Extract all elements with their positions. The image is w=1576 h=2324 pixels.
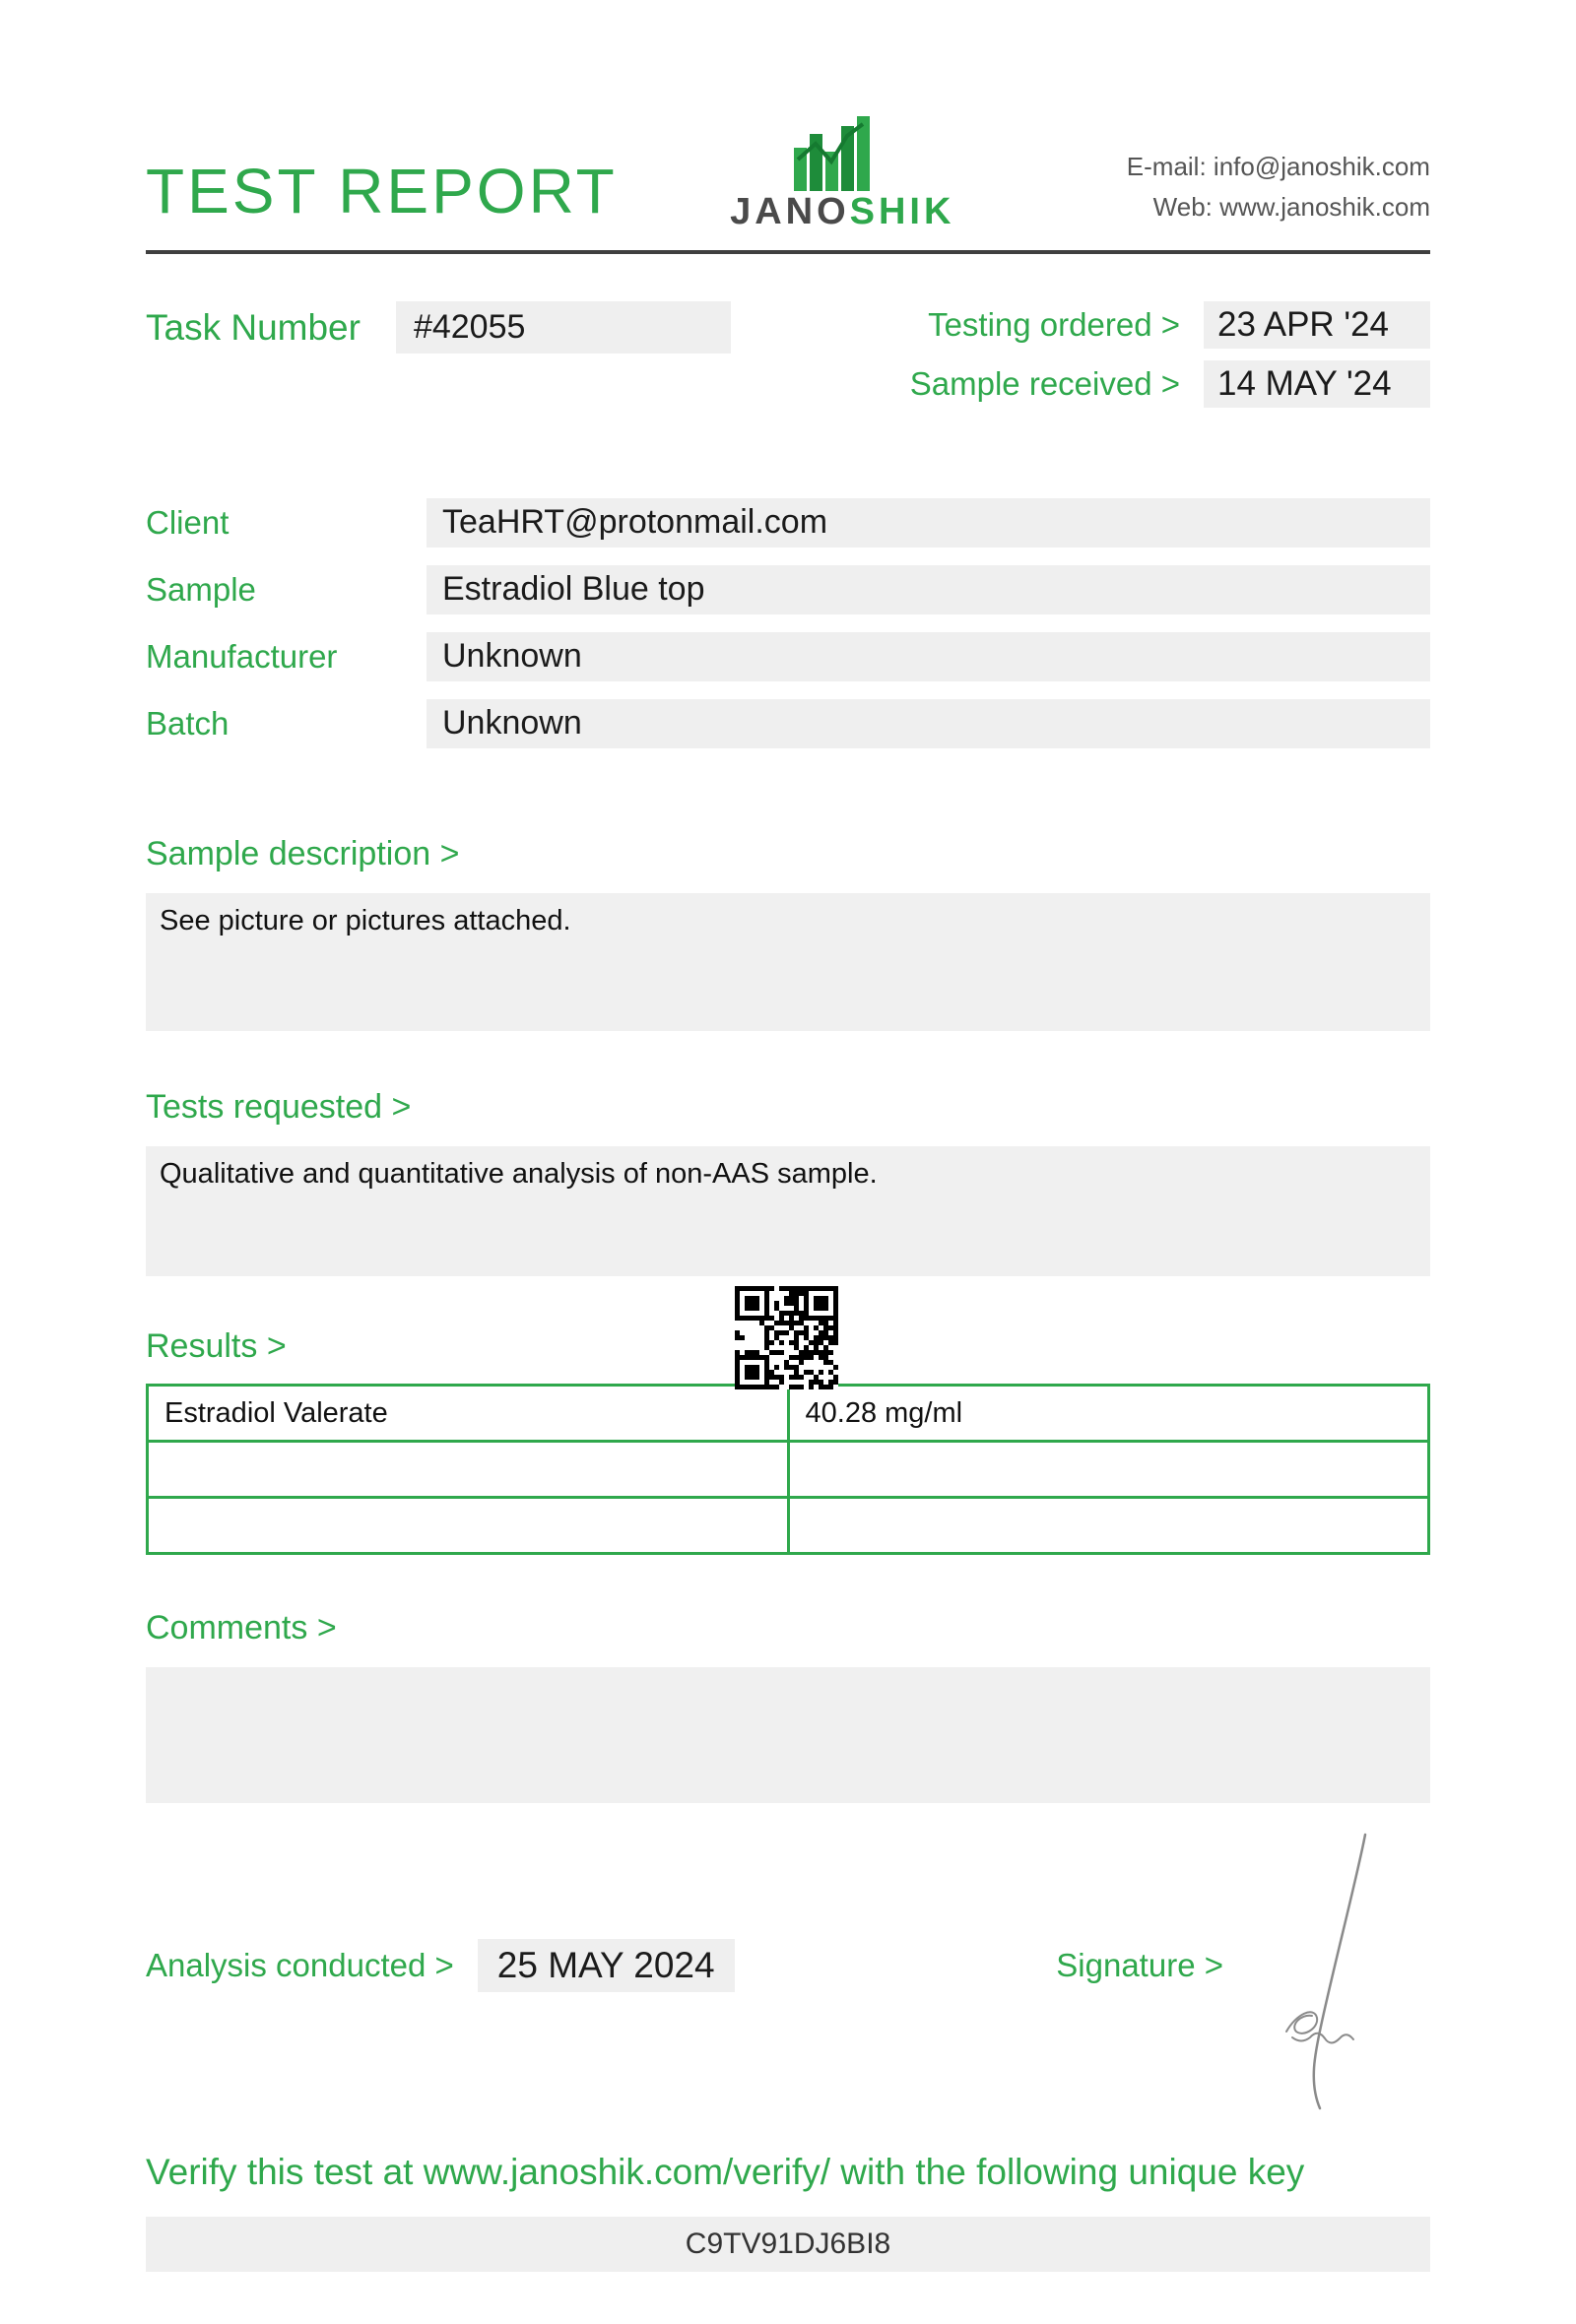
- contact-email-line: [1127, 147, 1430, 186]
- manufacturer-label: Manufacturer: [146, 638, 338, 675]
- result-row: [148, 1442, 1429, 1498]
- web-label: Web:: [1152, 191, 1213, 222]
- results-section: [146, 1327, 1430, 1555]
- result-substance: Estradiol Valerate: [148, 1386, 789, 1442]
- logo-chart-icon: [788, 114, 896, 191]
- sample-row: [146, 565, 1430, 614]
- sample-received-row: [910, 360, 1430, 408]
- task-number-label: Task Number: [146, 306, 361, 348]
- result-amount: 40.28 mg/ml: [788, 1386, 1429, 1442]
- logo-text-shik: SHIK: [849, 191, 955, 232]
- verify-text: Verify this test at www.janoshik.com/verify/ with the following unique key: [146, 2152, 1305, 2192]
- signature-label: Signature >: [1056, 1947, 1223, 1983]
- client-value: TeaHRT@protonmail.com: [427, 498, 1430, 548]
- email-label: E-mail:: [1126, 152, 1207, 182]
- sample-received-value: 14 MAY '24: [1204, 360, 1430, 408]
- sample-description-label: Sample description >: [146, 835, 460, 872]
- header-divider: [146, 250, 1430, 254]
- results-label: Results >: [146, 1327, 287, 1365]
- tests-requested-box: Qualitative and quantitative analysis of non-AAS sample.: [146, 1146, 1430, 1276]
- testing-ordered-value: 23 APR '24: [1204, 301, 1430, 349]
- result-row: [148, 1386, 1429, 1442]
- sample-received-label: Sample received >: [909, 365, 1180, 402]
- signature-image: [1263, 1829, 1401, 2114]
- result-amount: [788, 1498, 1429, 1554]
- logo-text-jano: JANO: [730, 191, 850, 232]
- analysis-date-value: 25 MAY 2024: [478, 1939, 735, 1992]
- web-value: www.janoshik.com: [1219, 191, 1430, 222]
- comments-label: Comments >: [146, 1609, 337, 1646]
- header: [146, 79, 1430, 236]
- batch-value: Unknown: [427, 699, 1430, 748]
- signature-group: [1056, 1947, 1430, 1984]
- testing-ordered-row: [928, 301, 1430, 349]
- page-title: TEST REPORT: [146, 156, 618, 226]
- unique-key-box: C9TV91DJ6BI8: [146, 2217, 1430, 2272]
- task-section: [146, 301, 1430, 408]
- batch-row: [146, 699, 1430, 748]
- result-substance: [148, 1498, 789, 1554]
- logo-text: [730, 193, 954, 230]
- result-row: [148, 1498, 1429, 1554]
- email-value: info@janoshik.com: [1213, 152, 1430, 182]
- client-row: [146, 498, 1430, 548]
- tests-requested-label: Tests requested >: [146, 1088, 412, 1126]
- sample-description-box: See picture or pictures attached.: [146, 893, 1430, 1031]
- comments-box: [146, 1667, 1430, 1803]
- result-amount: [788, 1442, 1429, 1498]
- dates-group: [910, 301, 1430, 408]
- analysis-conducted-label: Analysis conducted >: [146, 1947, 454, 1983]
- batch-label: Batch: [146, 705, 230, 742]
- testing-ordered-label: Testing ordered >: [928, 306, 1180, 343]
- analysis-group: [146, 1939, 735, 1992]
- result-substance: [148, 1442, 789, 1498]
- contact-info: [1127, 147, 1430, 236]
- task-number-group: [146, 301, 731, 354]
- qr-code: [735, 1286, 838, 1389]
- janoshik-logo: [730, 114, 954, 236]
- contact-web-line: [1127, 187, 1430, 226]
- results-table: [146, 1384, 1430, 1555]
- client-label: Client: [146, 504, 230, 541]
- manufacturer-value: Unknown: [427, 632, 1430, 681]
- task-number-value: #42055: [396, 301, 731, 354]
- analysis-signature-row: [146, 1939, 1430, 1992]
- sample-label: Sample: [146, 571, 256, 608]
- info-section: [146, 498, 1430, 748]
- manufacturer-row: [146, 632, 1430, 681]
- sample-value: Estradiol Blue top: [427, 565, 1430, 614]
